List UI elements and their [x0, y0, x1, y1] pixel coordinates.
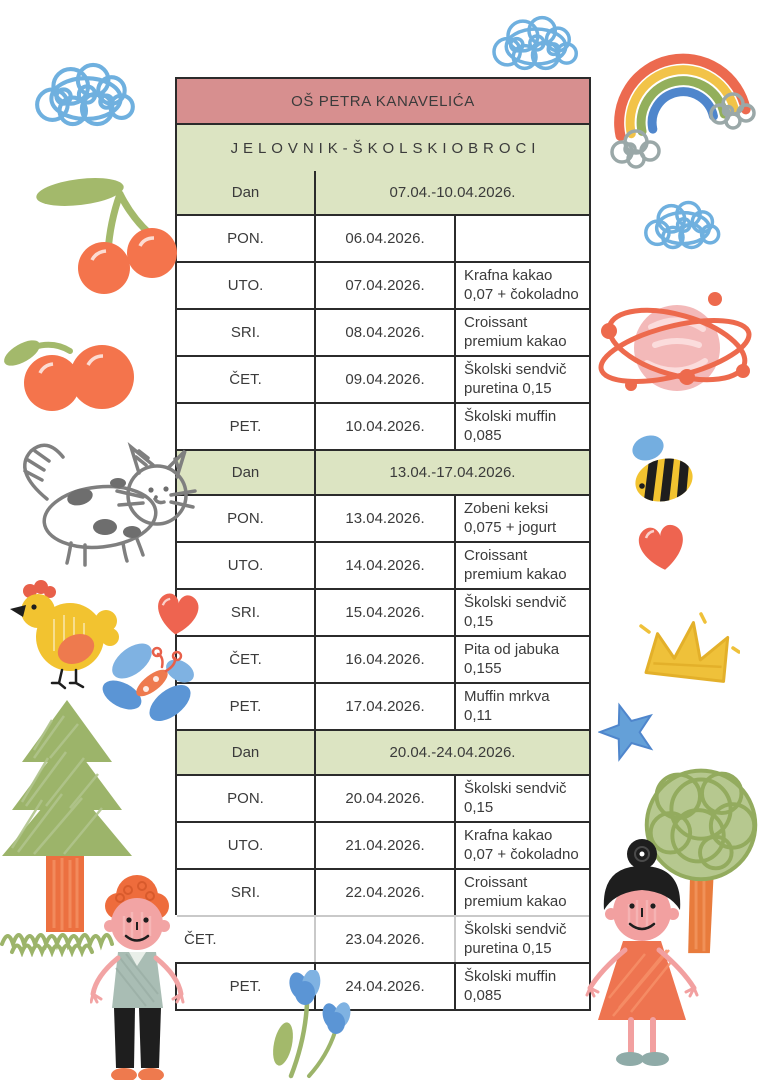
menu-date-text: 06.04.2026. — [345, 230, 425, 247]
menu-date — [314, 310, 454, 355]
menu-day — [177, 357, 314, 402]
crown-doodle — [635, 612, 740, 697]
menu-row — [177, 774, 589, 821]
cloud-doodle-right — [638, 194, 728, 256]
menu-meal-text: Muffin mrkva 0,11 — [464, 687, 550, 724]
menu-meal-text: Croissant premium kakao — [464, 313, 567, 350]
menu-meal — [454, 310, 589, 355]
boy-doodle — [90, 872, 185, 1080]
menu-subtitle-bar — [177, 123, 589, 171]
menu-day-text: PET. — [229, 698, 262, 715]
menu-day-text: ČET. — [229, 371, 262, 388]
menu-row — [177, 355, 589, 402]
gray-cloud-icons — [612, 94, 754, 167]
menu-meal — [454, 964, 589, 1009]
menu-meal-text: Školski sendvič 0,15 — [464, 779, 567, 816]
day-column-label-text: Dan — [231, 744, 260, 761]
menu-row — [177, 682, 589, 729]
menu-day — [177, 776, 314, 821]
week-header-row — [177, 449, 589, 494]
menu-day-text: ČET. — [229, 651, 262, 668]
menu-date — [314, 404, 454, 449]
pine-tree-doodle — [0, 698, 135, 936]
menu-meal-text: Croissant premium kakao — [464, 873, 567, 910]
menu-day-text: PON. — [227, 790, 264, 807]
menu-date-text: 20.04.2026. — [345, 790, 425, 807]
menu-date — [314, 590, 454, 635]
menu-day-text: UTO. — [227, 837, 264, 854]
menu-meal — [454, 404, 589, 449]
week-range-text: 07.04.-10.04.2026. — [389, 184, 516, 201]
chicken-doodle — [10, 578, 125, 690]
menu-row — [177, 915, 589, 962]
menu-row — [177, 821, 589, 868]
menu-day — [177, 964, 314, 1009]
menu-date — [314, 543, 454, 588]
menu-day-text: PON. — [227, 510, 264, 527]
day-column-label-text: Dan — [231, 464, 260, 481]
menu-day-text: UTO. — [227, 277, 264, 294]
day-column-label — [177, 171, 314, 214]
menu-date — [314, 870, 454, 915]
menu-meal — [454, 823, 589, 868]
menu-day-text: PON. — [227, 230, 264, 247]
cherries-doodle-small — [0, 325, 150, 420]
round-tree-doodle — [638, 742, 764, 967]
menu-date-text: 16.04.2026. — [345, 651, 425, 668]
planet-doodle — [595, 285, 755, 415]
menu-day — [177, 823, 314, 868]
menu-row — [177, 214, 589, 261]
menu-meal — [454, 637, 589, 682]
menu-day-text: SRI. — [230, 324, 261, 341]
menu-date-text: 08.04.2026. — [345, 324, 425, 341]
menu-meal — [454, 870, 589, 915]
menu-day-text: ČET. — [184, 931, 217, 948]
menu-date — [314, 823, 454, 868]
menu-meal — [454, 263, 589, 308]
week-range — [314, 451, 589, 494]
cloud-doodle-top-center — [486, 8, 586, 78]
menu-day — [177, 263, 314, 308]
menu-date-text: 17.04.2026. — [345, 698, 425, 715]
day-column-label — [177, 451, 314, 494]
menu-meal — [454, 590, 589, 635]
menu-meal-text: Školski sendvič puretina 0,15 — [464, 360, 567, 397]
menu-meal — [454, 216, 589, 261]
menu-row — [177, 868, 589, 915]
menu-meal — [454, 543, 589, 588]
bee-doodle — [618, 430, 703, 510]
menu-day — [177, 917, 314, 962]
menu-date-text: 24.04.2026. — [345, 978, 425, 995]
menu-meal-text: Školski sendvič 0,15 — [464, 593, 567, 630]
menu-date — [314, 637, 454, 682]
menu-row — [177, 402, 589, 449]
menu-meal-text: Školski sendvič puretina 0,15 — [464, 920, 567, 957]
menu-date-text: 22.04.2026. — [345, 884, 425, 901]
school-title-bar — [177, 79, 589, 123]
menu-meal — [454, 357, 589, 402]
menu-day — [177, 496, 314, 541]
week-range — [314, 171, 589, 214]
cat-doodle — [5, 435, 200, 570]
menu-day-text: SRI. — [230, 604, 261, 621]
menu-date — [314, 357, 454, 402]
menu-date — [314, 263, 454, 308]
menu-meal-text: Školski muffin 0,085 — [464, 407, 557, 444]
day-column-label-text: Dan — [231, 184, 260, 201]
menu-day-text: PET. — [229, 978, 262, 995]
menu-date — [314, 964, 454, 1009]
menu-date-text: 14.04.2026. — [345, 557, 425, 574]
menu-date — [314, 216, 454, 261]
menu-meal — [454, 776, 589, 821]
week-range — [314, 731, 589, 774]
menu-day — [177, 216, 314, 261]
cloud-doodle-top-left — [30, 52, 142, 137]
menu-meal-text: Croissant premium kakao — [464, 546, 567, 583]
menu-subtitle: JELOVNIK-ŠKOLSKIOBROCI — [230, 139, 541, 157]
menu-meal-text: Zobeni keksi 0,075 + jogurt — [464, 499, 557, 536]
menu-date — [314, 496, 454, 541]
menu-row — [177, 261, 589, 308]
menu-meal-text: Krafna kakao 0,07 + čokoladno — [464, 826, 579, 863]
menu-day — [177, 637, 314, 682]
week-header-row — [177, 729, 589, 774]
menu-meal — [454, 684, 589, 729]
menu-date-text: 10.04.2026. — [345, 418, 425, 435]
menu-day-text: UTO. — [227, 557, 264, 574]
menu-day — [177, 310, 314, 355]
menu-row — [177, 588, 589, 635]
menu-date — [314, 684, 454, 729]
menu-day — [177, 684, 314, 729]
menu-date-text: 23.04.2026. — [345, 931, 425, 948]
menu-day — [177, 543, 314, 588]
menu-row — [177, 962, 589, 1009]
menu-day — [177, 404, 314, 449]
menu-day-text: SRI. — [230, 884, 261, 901]
menu-row — [177, 494, 589, 541]
menu-date — [314, 917, 454, 962]
menu-table-body — [177, 171, 589, 1009]
menu-row — [177, 308, 589, 355]
menu-row — [177, 541, 589, 588]
cherries-doodle-large — [28, 160, 178, 295]
menu-meal-text: Pita od jabuka 0,155 — [464, 640, 560, 677]
menu-date-text: 09.04.2026. — [345, 371, 425, 388]
grass-doodle — [0, 912, 130, 957]
menu-day — [177, 590, 314, 635]
week-range-text: 13.04.-17.04.2026. — [389, 464, 516, 481]
day-column-label — [177, 731, 314, 774]
heart-doodle-right — [632, 520, 692, 575]
menu-row — [177, 635, 589, 682]
school-title: OŠ PETRA KANAVELIĆA — [291, 92, 475, 110]
menu-day-text: PET. — [229, 418, 262, 435]
menu-date-text: 15.04.2026. — [345, 604, 425, 621]
menu-meal-text: Krafna kakao 0,07 + čokoladno — [464, 266, 579, 303]
girl-doodle — [585, 838, 700, 1070]
menu-meal — [454, 917, 589, 962]
menu-date — [314, 776, 454, 821]
menu-meal-text: Školski muffin 0,085 — [464, 967, 557, 1004]
star-doodle — [598, 700, 658, 762]
week-header-row — [177, 171, 589, 214]
menu-date-text: 07.04.2026. — [345, 277, 425, 294]
rainbow-doodle — [600, 18, 760, 178]
week-range-text: 20.04.-24.04.2026. — [389, 744, 516, 761]
menu-day — [177, 870, 314, 915]
menu-date-text: 21.04.2026. — [345, 837, 425, 854]
menu-table — [175, 77, 591, 1011]
menu-date-text: 13.04.2026. — [345, 510, 425, 527]
menu-meal — [454, 496, 589, 541]
